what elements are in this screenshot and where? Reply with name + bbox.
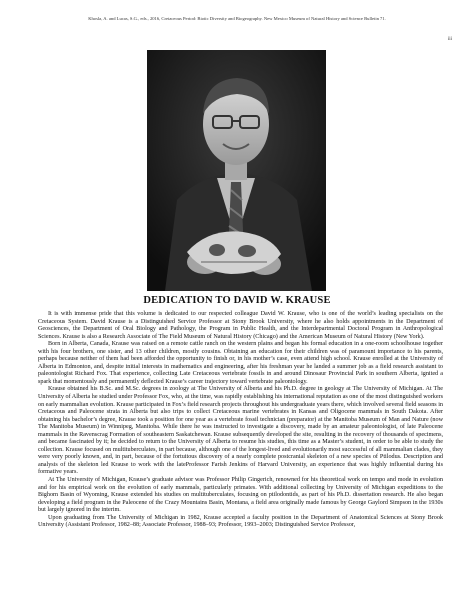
running-header: Khosla, A. and Lucas, S.G., eds., 2016, Cretaceous Period: Biotic Diversity and Biogeography. New Mexico Museum of Natural History and Science Bulletin 71. xyxy=(88,16,386,21)
page-number: iii xyxy=(447,37,452,42)
paragraph: Born in Alberta, Canada, Krause was raised on a remote cattle ranch on the western plains and began his formal education in a one-room schoolhouse together with his four brothers, one sister, and 13 other children, mostly cousins. Obtaining an education for their children was of paramount importance to his parents, perhaps because neither of them had been afforded the opportunity to finish or, in his mother’s case, even attend high school. Krause enrolled at the University of Alberta in Edmonton, and, despite initial interests in mathematics and engineering, after his freshman year he landed a summer job as a field research assistant to paleontologist Richard Fox. That experience, collecting Late Cretaceous vertebrate fossils in and around Dinosaur Provincial Park in southern Alberta, ignited a spark that momentously and permanently deflected Krause’s career trajectory toward vertebrate paleontology. xyxy=(38,341,443,385)
portrait-illustration xyxy=(147,50,326,291)
paragraph: Krause obtained his B.Sc. and M.Sc. degrees in zoology at The University of Alberta and his Ph.D. degree in geology at The University of Michigan. At The University of Alberta he studied under Professor Fox, who, at the time, was rapidly establishing his international reputation as one of the most distinguished workers on early mammalian evolution. Krause participated in Fox’s field research projects throughout his undergraduate years there, which involved several field seasons in Cretaceous and Paleocene strata in Alberta but also trips to collect Cretaceous marine vertebrates in Kansas and Oligocene mammals in South Dakota. After obtaining his bachelor’s degree, Krause took a position for one year as a vertebrate fossil technician (preparator) at the Manitoba Museum of Man and Nature (now The Manitoba Museum) in Winnipeg, Manitoba. While there he was instructed to investigate a discovery, made by an amateur paleontologist, of late Paleocene mammals in the Ravenscrag Formation of southeastern Saskatchewan. Krause subsequently developed the site, resulting in the recovery of thousands of specimens, and became fascinated by it; he decided to return to the University of Alberta to resume his studies, this time as a Master’s student, in order to be able to study the collection. Krause focused on multituberculates, in part because, although one of the longest-lived and evolutionarily most successful of all mammalian clades, they were very poorly known, and, in part, because of the fortuitous discovery of a nearly complete postcranial skeleton of a new species of Ptilodus. Description and analysis of the skeleton led Krause to work with the lateProfessor Farish Jenkins of Harvard University, an experience that was highly influential during his formative years. xyxy=(38,386,443,476)
dedication-title: DEDICATION TO DAVID W. KRAUSE xyxy=(143,295,331,306)
paragraph: It is with immense pride that this volume is dedicated to our respected colleague David W. Krause, who is one of the world’s leading specialists on the Cretaceous System. David Krause is a Distinguished Service Professor at Stony Brook University, where he also holds appointments in the Department of Geosciences, the Department of Oral Biology and Pathology, the Program in Public Health, and the Interdepartmental Doctoral Program in Anthropological Sciences. Krause is also a Research Associate of The Field Museum of Natural History (Chicago) and the American Museum of Natural History (New York). xyxy=(38,311,443,340)
paragraph: Upon graduating from The University of Michigan in 1982, Krause accepted a faculty position in the Department of Anatomical Sciences at Stony Brook University (Assistant Professor, 1982–88; Associate Professor, 1988–93; Professor, 1993–2003; Distinguished Service Professor, xyxy=(38,514,443,529)
paragraph: At The University of Michigan, Krause’s graduate advisor was Professor Philip Gingerich, renowned for his theoretical work on tempo and mode in evolution and for his empirical work on the evolution of early mammals, particularly primates. With additional collecting by University of Michigan expeditions to the Bighorn Basin of Wyoming, Krause extended his studies on multituberculates, focusing on ptilodontids, as part of his Ph.D. dissertation research. He also began developing a field program in the Paleocene of the Crazy Mountains Basin, Montana, a field area originally made famous by George Gaylord Simpson in the 1930s but largely ignored in the interim. xyxy=(38,477,443,514)
dedication-body xyxy=(38,311,443,530)
portrait-photo xyxy=(147,50,326,291)
